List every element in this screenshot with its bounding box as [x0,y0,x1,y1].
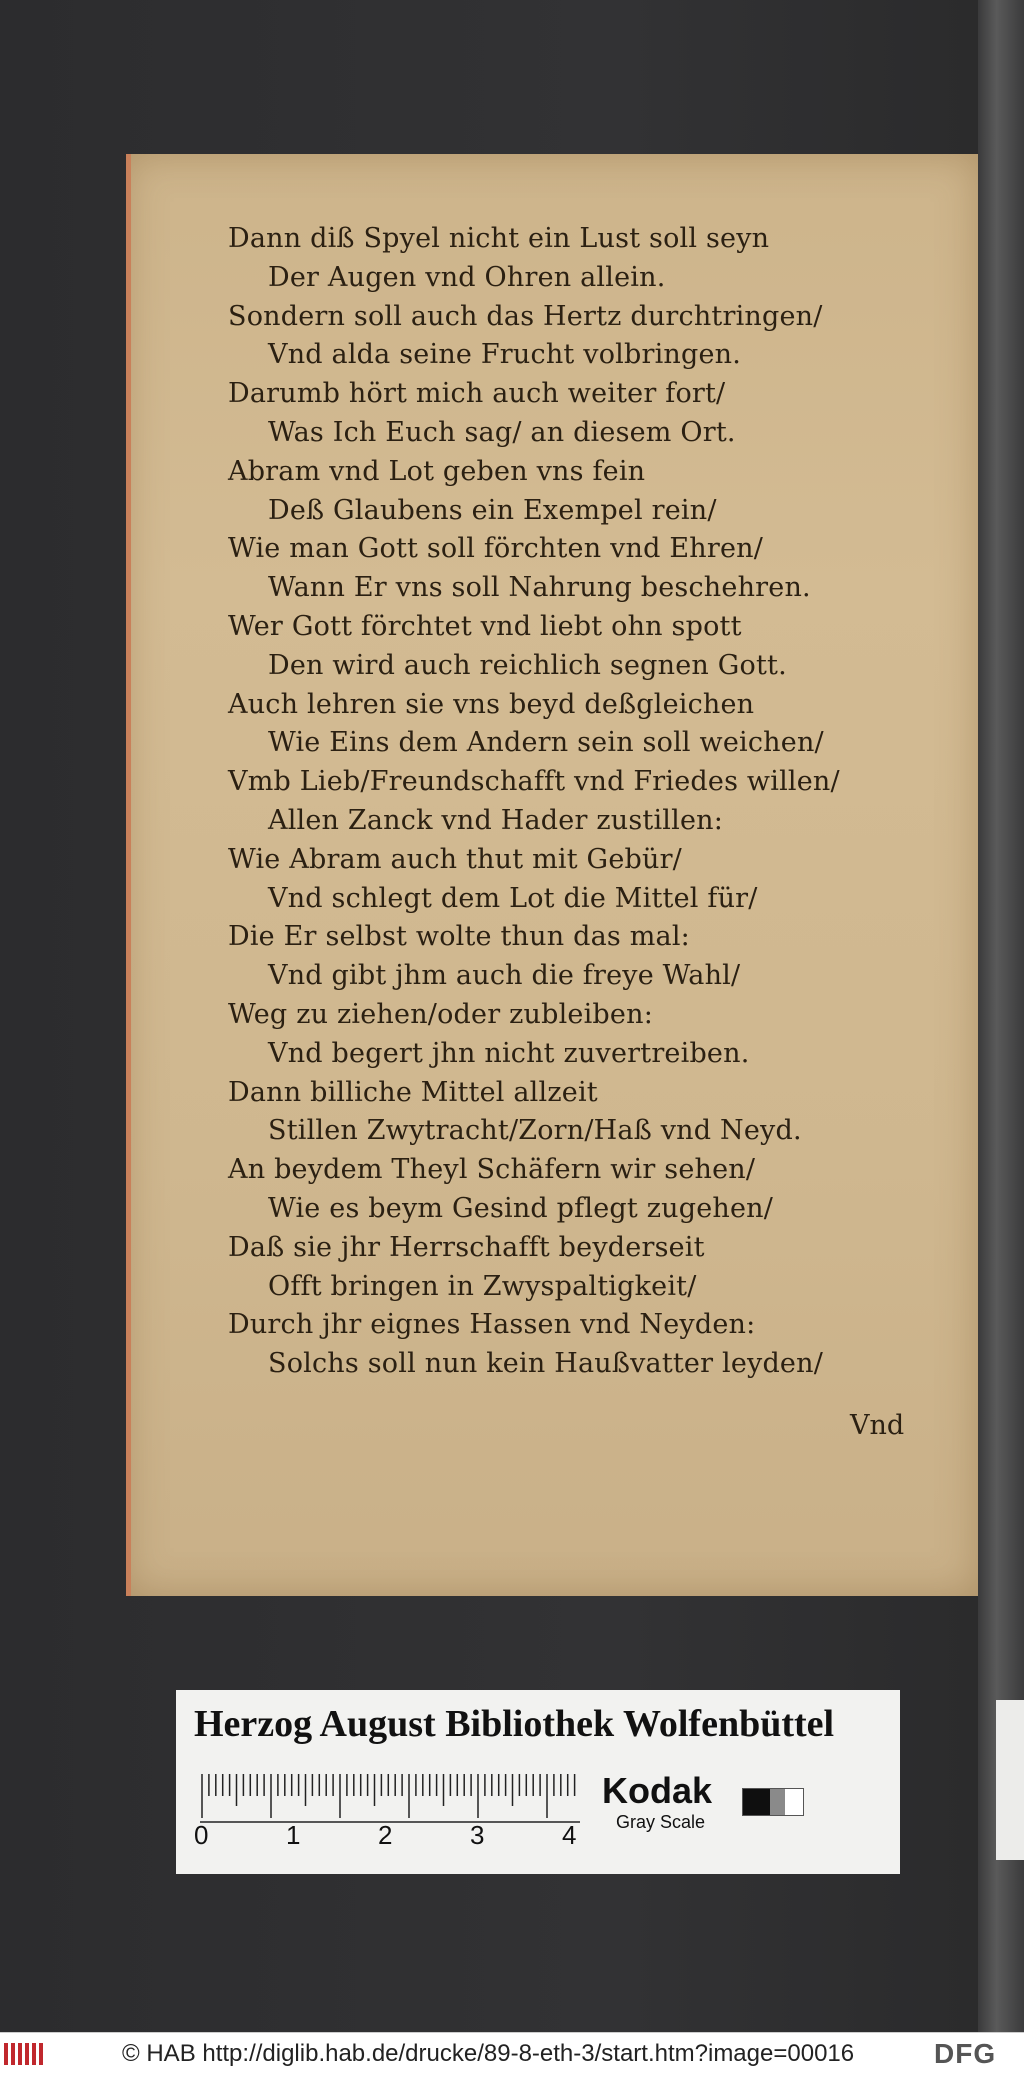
verse-line: Darumb hört mich auch weiter fort/ [228,378,726,410]
verse-line: Vnd alda seine Frucht volbringen. [268,339,742,371]
verse-line: Stillen Zwytracht/Zorn/Haß vnd Neyd. [268,1115,802,1147]
verse-line: Die Er selbst wolte thun das mal: [228,921,690,953]
verse-line: Sondern soll auch das Hertz durchtringen/ [228,300,823,332]
copyright-link[interactable]: © HAB http://diglib.hab.de/drucke/89-8-eth-3/start.htm?image=00016 [122,2040,855,2067]
ruler-number: 0 [194,1820,209,1850]
verse-line: Dann diß Spyel nicht ein Lust soll seyn [228,223,770,254]
kodak-label: Kodak [602,1770,713,1811]
verse-line: Wie es beym Gesind pflegt zugehen/ [268,1192,774,1224]
verse-line: Durch jhr eignes Hassen vnd Neyden: [228,1309,756,1341]
verse-text [228,220,928,1384]
verse-line: Allen Zanck vnd Hader zustillen: [268,804,724,836]
verse-line: Wann Er vns soll Nahrung beschehren. [268,572,811,604]
gray-scale-swatch [742,1788,804,1816]
verse-line: Wie Eins dem Andern sein soll weichen/ [268,727,824,759]
verse-line: Den wird auch reichlich segnen Gott. [268,649,787,681]
verse-line: Vnd schlegt dem Lot die Mittel für/ [268,882,758,914]
verse-line: Vnd gibt jhm auch die freye Wahl/ [268,960,741,992]
verse-line: Weg zu ziehen/oder zubleiben: [228,998,653,1030]
dfg-logo: DFG [934,2038,997,2069]
verse-line: Vmb Lieb/Freundschafft vnd Friedes willen/ [228,766,840,798]
library-name: Herzog August Bibliothek Wolfenbüttel [194,1703,835,1745]
color-reference-card [176,1690,900,1874]
verse-line: Solchs soll nun kein Haußvatter leyden/ [268,1348,823,1380]
verse-line: Offt bringen in Zwyspaltigkeit/ [268,1270,697,1302]
verse-line: Der Augen vnd Ohren allein. [268,261,666,293]
ruler-number: 2 [378,1820,393,1850]
hab-logo-icon [4,2041,48,2067]
verse-line: Wie man Gott soll förchten vnd Ehren/ [228,533,764,565]
verse-line: Was Ich Euch sag/ an diesem Ort. [268,416,736,448]
verse-line: Dann billiche Mittel allzeit [228,1076,598,1108]
verse-line: Wie Abram auch thut mit Gebür/ [228,843,682,875]
verse-line: Vnd begert jhn nicht zuvertreiben. [268,1037,750,1069]
scale-ruler [200,1772,580,1824]
ruler-number: 1 [286,1820,301,1850]
verse-line: Daß sie jhr Herrschafft beyderseit [228,1231,705,1263]
gray-scale-label: Gray Scale [616,1812,706,1832]
verse-line: An beydem Theyl Schäfern wir sehen/ [228,1154,756,1186]
ruler-number: 3 [470,1820,485,1850]
verse-line: Deß Glaubens ein Exempel rein/ [268,494,717,526]
verse-line: Auch lehren sie vns beyd deßgleichen [228,688,755,720]
side-reference-card [996,1700,1024,1860]
ruler-number: 4 [562,1820,577,1850]
page-edge [126,154,131,1596]
verse-line: Abram vnd Lot geben vns fein [228,455,646,487]
verse-line: Wer Gott förchtet vnd liebt ohn spott [228,610,742,642]
catchword: Vnd [850,1410,905,1441]
footer-bar [0,2032,1024,2073]
